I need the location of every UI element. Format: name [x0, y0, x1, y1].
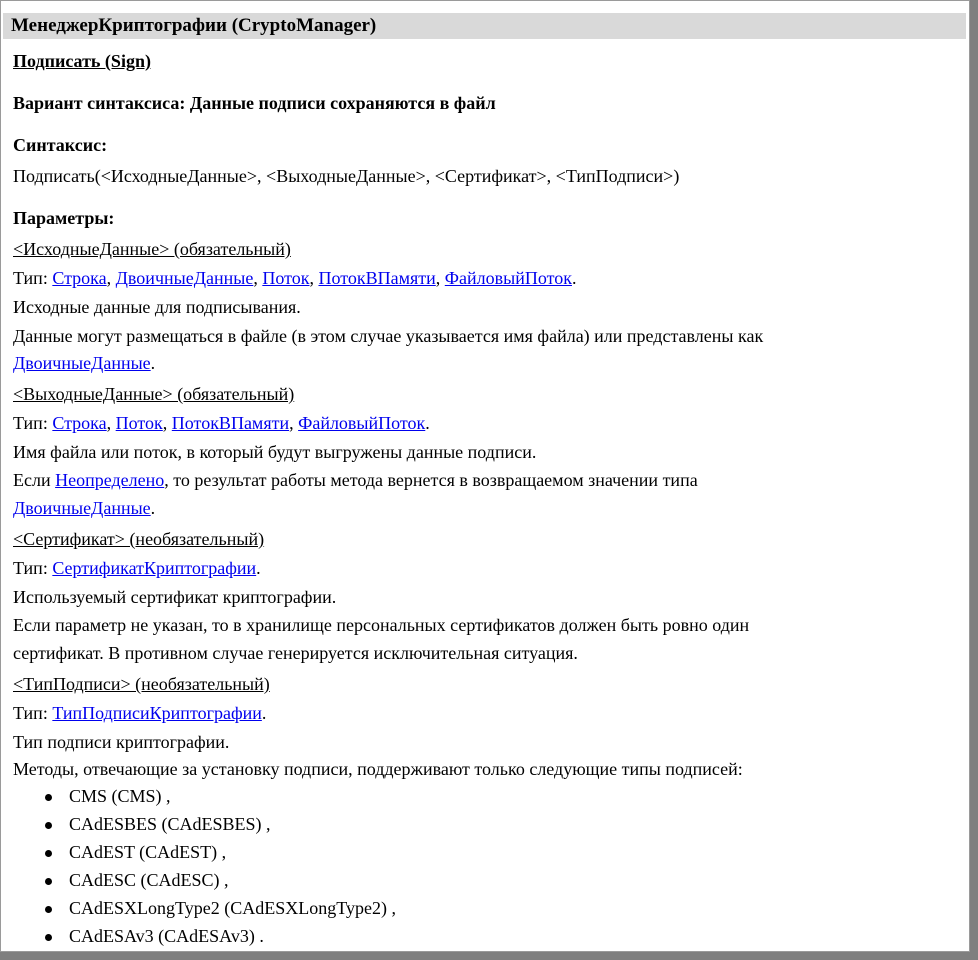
param-output-data: <ВыходныеДанные> (обязательный): [13, 384, 295, 404]
type-label: Тип:: [13, 413, 53, 433]
type-label: Тип:: [13, 558, 53, 578]
type-link-crypto-certificate[interactable]: СертификатКриптографии: [52, 558, 257, 578]
param-certificate-types: Тип: СертификатКриптографии.: [13, 558, 261, 578]
list-item: CAdESXLongType2 (CAdESXLongType2) ,: [69, 898, 396, 918]
param-signature-type-desc: Тип подписи криптографии.: [13, 732, 230, 752]
type-link-binary[interactable]: ДвоичныеДанные: [13, 353, 151, 373]
syntax-variant: Вариант синтаксиса: Данные подписи сохраняются в файл: [13, 93, 496, 113]
list-item: CAdEST (CAdEST) ,: [69, 842, 227, 862]
type-label: Тип:: [13, 703, 53, 723]
list-item: CAdESAv3 (CAdESAv3) .: [69, 926, 264, 946]
type-link-string[interactable]: Строка: [52, 413, 107, 433]
type-link-file-stream[interactable]: ФайловыйПоток: [444, 268, 572, 288]
param-source-types: Тип: Строка, ДвоичныеДанные, Поток, ПотокВПамяти, ФайловыйПоток.: [13, 268, 577, 288]
param-source-desc2-link-line: ДвоичныеДанные.: [13, 353, 156, 373]
type-link-file-stream[interactable]: ФайловыйПоток: [298, 413, 426, 433]
bullet-icon: [45, 878, 52, 885]
param-output-types: Тип: Строка, Поток, ПотокВПамяти, ФайловыйПоток.: [13, 413, 430, 433]
type-link-string[interactable]: Строка: [52, 268, 107, 288]
method-title: Подписать (Sign): [13, 51, 151, 71]
type-link-stream[interactable]: Поток: [262, 268, 310, 288]
param-source-desc: Исходные данные для подписывания.: [13, 297, 301, 317]
syntax-heading: Синтаксис:: [13, 135, 108, 155]
list-item: CAdESBES (CAdESBES) ,: [69, 814, 271, 834]
param-source-data: <ИсходныеДанные> (обязательный): [13, 239, 291, 259]
link-undefined[interactable]: Неопределено: [55, 470, 165, 490]
type-link-binary[interactable]: ДвоичныеДанные: [115, 268, 254, 288]
bullet-icon: [45, 822, 52, 829]
list-item: CAdESC (CAdESC) ,: [69, 870, 229, 890]
bullet-icon: [45, 794, 52, 801]
param-signature-type-types: Тип: ТипПодписиКриптографии.: [13, 703, 267, 723]
param-source-desc2: Данные могут размещаться в файле (в этом случае указывается имя файла) или представлены как: [13, 326, 764, 346]
params-heading: Параметры:: [13, 208, 115, 228]
param-output-desc3: ДвоичныеДанные.: [13, 498, 156, 518]
param-certificate-desc: Используемый сертификат криптографии.: [13, 587, 337, 607]
param-output-desc: Имя файла или поток, в который будут выгружены данные подписи.: [13, 442, 537, 462]
list-item: CMS (CMS) ,: [69, 786, 171, 806]
page-title: МенеджерКриптографии (CryptoManager): [11, 15, 377, 36]
bullet-icon: [45, 934, 52, 941]
type-link-stream[interactable]: Поток: [115, 413, 163, 433]
type-label: Тип:: [13, 268, 53, 288]
param-signature-type: <ТипПодписи> (необязательный): [13, 674, 270, 694]
param-certificate: <Сертификат> (необязательный): [13, 529, 265, 549]
type-link-crypto-signature-type[interactable]: ТипПодписиКриптографии: [52, 703, 262, 723]
type-link-memory-stream[interactable]: ПотокВПамяти: [171, 413, 290, 433]
param-certificate-desc3: сертификат. В противном случае генерируется исключительная ситуация.: [13, 643, 578, 663]
bullet-icon: [45, 906, 52, 913]
type-link-binary[interactable]: ДвоичныеДанные: [13, 498, 151, 518]
param-certificate-desc2: Если параметр не указан, то в хранилище персональных сертификатов должен быть ровно один: [13, 615, 750, 635]
bullet-icon: [45, 850, 52, 857]
type-link-memory-stream[interactable]: ПотокВПамяти: [318, 268, 436, 288]
param-output-desc2: Если Неопределено, то результат работы метода вернется в возвращаемом значении типа: [13, 470, 698, 490]
param-signature-type-desc2: Методы, отвечающие за установку подписи, поддерживают только следующие типы подписей:: [13, 759, 743, 779]
syntax-text: Подписать(<ИсходныеДанные>, <ВыходныеДанные>, <Сертификат>, <ТипПодписи>): [13, 166, 680, 186]
